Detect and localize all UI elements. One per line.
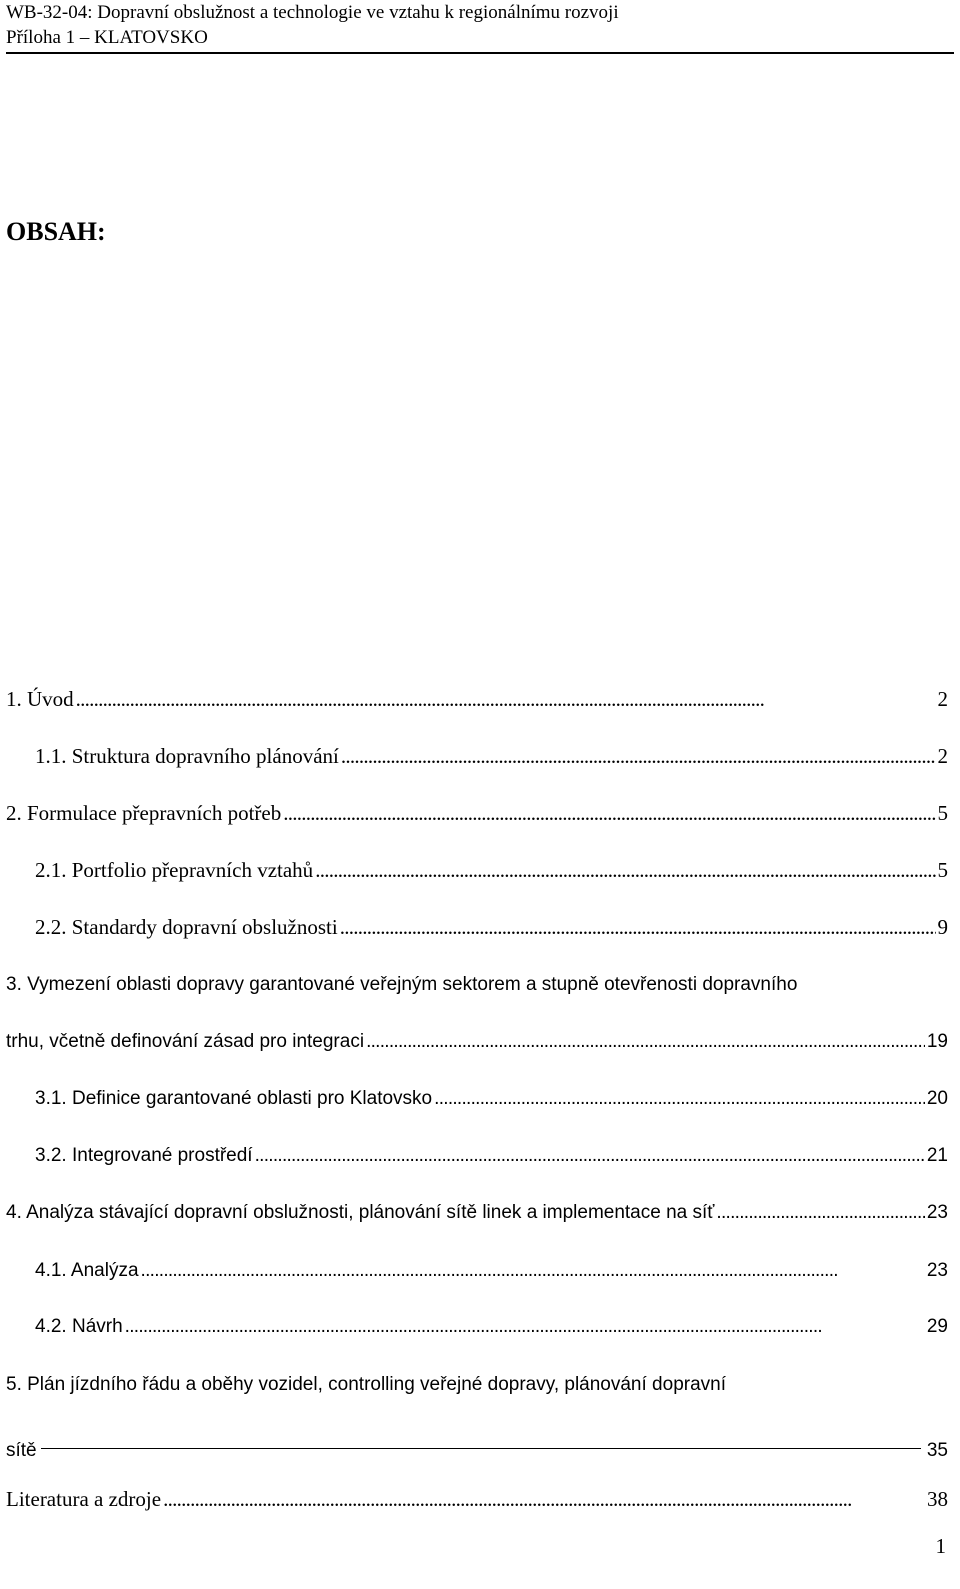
toc-dot-leader bbox=[253, 1142, 925, 1170]
toc-dot-leader bbox=[339, 742, 936, 770]
toc-dot-leader bbox=[313, 856, 935, 884]
toc-entry-label: 1.1. Struktura dopravního plánování bbox=[35, 744, 339, 768]
header-subtitle: Příloha 1 – KLATOVSKO bbox=[6, 27, 208, 48]
document-header bbox=[6, 0, 954, 50]
toc-entry-plan[interactable] bbox=[6, 1428, 948, 1465]
toc-entry-label: trhu, včetně definování zásad pro integraci bbox=[6, 1031, 365, 1052]
toc-entry-page: 20 bbox=[926, 1088, 948, 1109]
toc-entry-label: 4.1. Analýza bbox=[35, 1260, 139, 1281]
toc-entry-integrovane[interactable] bbox=[35, 1142, 948, 1170]
toc-entry-analyza-stavajici[interactable] bbox=[6, 1199, 948, 1227]
toc-dot-leader bbox=[139, 1257, 925, 1285]
toc-dot-leader bbox=[281, 799, 935, 827]
toc-dot-leader bbox=[364, 1028, 925, 1056]
toc-entry-page: 23 bbox=[926, 1202, 948, 1223]
toc-entry-navrh[interactable] bbox=[35, 1313, 948, 1341]
toc-entry-label: 1. Úvod bbox=[6, 687, 74, 711]
toc-entry-analyza[interactable] bbox=[35, 1257, 948, 1285]
toc-line-leader bbox=[37, 1428, 925, 1456]
toc-entry-label: sítě bbox=[6, 1440, 37, 1461]
toc-dot-leader bbox=[161, 1485, 925, 1513]
toc-entry-page: 5 bbox=[937, 801, 948, 825]
toc-entry-page: 21 bbox=[926, 1145, 948, 1166]
toc-entry-page: 2 bbox=[937, 687, 948, 711]
toc-entry-page: 38 bbox=[927, 1487, 948, 1511]
toc-entry-page: 9 bbox=[937, 915, 948, 939]
toc-entry-formulace[interactable] bbox=[6, 799, 948, 827]
toc-entry-page: 2 bbox=[937, 744, 948, 768]
toc-entry-portfolio[interactable] bbox=[35, 856, 948, 884]
toc-entry-label: 3.1. Definice garantované oblasti pro Klatovsko bbox=[35, 1088, 433, 1109]
header-divider bbox=[6, 52, 954, 54]
toc-entry-definice[interactable] bbox=[35, 1085, 948, 1113]
toc-dot-leader bbox=[123, 1313, 925, 1341]
toc-entry-plan-line1[interactable]: 5. Plán jízdního řádu a oběhy vozidel, controlling veřejné dopravy, plánování dopravní bbox=[6, 1374, 726, 1395]
toc-entry-struktura[interactable] bbox=[35, 742, 948, 770]
toc-dot-leader bbox=[74, 685, 936, 713]
toc-heading: OBSAH: bbox=[6, 217, 106, 246]
toc-entry-vymezeni-line1[interactable]: 3. Vymezení oblasti dopravy garantované veřejným sektorem a stupně otevřenosti dopravního bbox=[6, 974, 798, 995]
toc-dot-leader bbox=[338, 913, 936, 941]
toc-entry-page: 29 bbox=[926, 1316, 948, 1337]
toc-entry-page: 35 bbox=[926, 1440, 948, 1461]
toc-entry-label: 3.2. Integrované prostředí bbox=[35, 1145, 253, 1166]
toc-entry-label: 4. Analýza stávající dopravní obslužnosti, plánování sítě linek a implementace na síť bbox=[6, 1202, 715, 1223]
toc-entry-label: 2. Formulace přepravních potřeb bbox=[6, 801, 282, 825]
toc-entry-literatura[interactable] bbox=[6, 1485, 948, 1513]
toc-dot-leader bbox=[432, 1085, 925, 1113]
page-number: 1 bbox=[935, 1534, 946, 1558]
toc-entry-standardy[interactable] bbox=[35, 913, 948, 941]
toc-entry-vymezeni[interactable] bbox=[6, 1028, 948, 1056]
toc-entry-page: 5 bbox=[937, 858, 948, 882]
toc-entry-label: 2.1. Portfolio přepravních vztahů bbox=[35, 858, 314, 882]
header-title: WB-32-04: Dopravní obslužnost a technologie ve vztahu k regionálnímu rozvoji bbox=[6, 2, 619, 23]
toc-entry-uvod[interactable] bbox=[6, 685, 948, 713]
toc-entry-label: 4.2. Návrh bbox=[35, 1316, 123, 1337]
toc-entry-page: 19 bbox=[926, 1031, 948, 1052]
toc-dot-leader bbox=[714, 1199, 924, 1227]
toc-entry-label: 2.2. Standardy dopravní obslužnosti bbox=[35, 915, 338, 939]
toc-entry-page: 23 bbox=[926, 1260, 948, 1281]
toc-entry-label: Literatura a zdroje bbox=[6, 1487, 162, 1511]
